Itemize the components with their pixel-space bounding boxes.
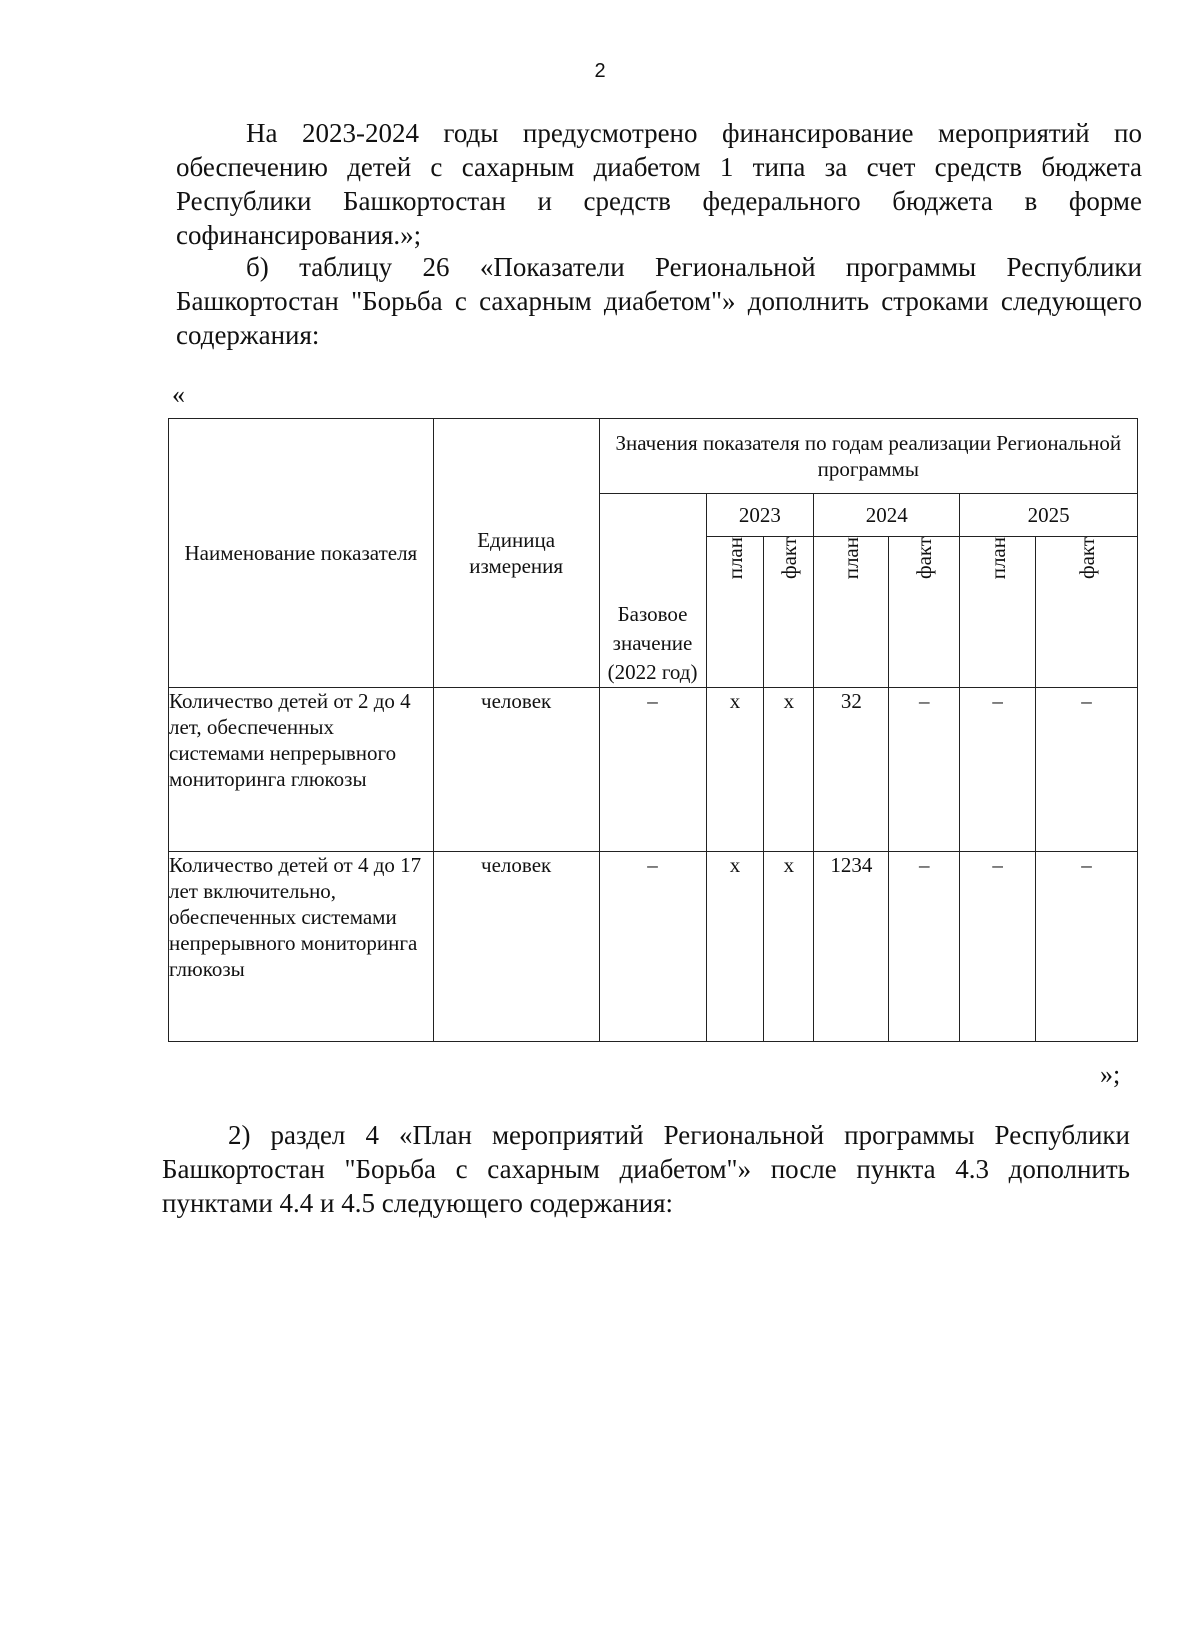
row-base-value: – [599, 688, 706, 852]
closing-quote: »; [1100, 1060, 1121, 1089]
row-indicator-name: Количество детей от 2 до 4 лет, обеспеченных системами непрерывного мониторинга глюкозы [169, 688, 434, 852]
row-base-value: – [599, 852, 706, 1042]
opening-quote: « [172, 380, 185, 409]
header-year-2025: 2025 [960, 494, 1138, 537]
row-plan-2025: – [960, 852, 1036, 1042]
row-plan-2024: 32 [814, 688, 889, 852]
row-fact-2025: – [1036, 688, 1138, 852]
paragraph-section-4: 2) раздел 4 «План мероприятий Региональной программы Республики Башкортостан "Борьба с сахарным диабетом"» после пункта 4.3 дополнить пунктами 4.4 и 4.5 следующего содержания: [162, 1120, 1130, 1218]
row-plan-2023: х [706, 852, 764, 1042]
header-fact-2024: факт [889, 537, 960, 688]
table-row [169, 852, 1138, 1042]
table-row [169, 688, 1138, 852]
row-fact-2025: – [1036, 852, 1138, 1042]
row-plan-2023: х [706, 688, 764, 852]
header-year-2024: 2024 [814, 494, 960, 537]
header-plan-2025: план [960, 537, 1036, 688]
row-unit: человек [433, 852, 599, 1042]
row-plan-2024: 1234 [814, 852, 889, 1042]
paragraph-table-amendment: б) таблицу 26 «Показатели Региональной программы Республики Башкортостан "Борьба с сахарным диабетом"» дополнить строками следующего содержания: [176, 252, 1142, 350]
header-year-2023: 2023 [706, 494, 814, 537]
row-fact-2023: х [764, 852, 814, 1042]
page-number: 2 [594, 60, 606, 82]
row-unit: человек [433, 688, 599, 852]
header-plan-2024: план [814, 537, 889, 688]
paragraph-financing: На 2023-2024 годы предусмотрено финансирование мероприятий по обеспечению детей с сахарным диабетом 1 типа за счет средств бюджета Республики Башкортостан и средств федерального бюджета в форме софинансирования.»; [176, 118, 1142, 250]
header-fact-2025: факт [1036, 537, 1138, 688]
row-fact-2023: х [764, 688, 814, 852]
row-fact-2024: – [889, 852, 960, 1042]
header-plan-2023: план [706, 537, 764, 688]
row-plan-2025: – [960, 688, 1036, 852]
row-indicator-name: Количество детей от 4 до 17 лет включительно, обеспеченных системами непрерывного мониторинга глюкозы [169, 852, 434, 1042]
row-fact-2024: – [889, 688, 960, 852]
header-name: Наименование показателя [169, 419, 434, 688]
indicators-table [168, 418, 1138, 1042]
header-unit: Единица измерения [433, 419, 599, 688]
header-base-value: Базовое значение (2022 год) [599, 494, 706, 688]
header-fact-2023: факт [764, 537, 814, 688]
header-values-group: Значения показателя по годам реализации Региональной программы [599, 419, 1137, 494]
